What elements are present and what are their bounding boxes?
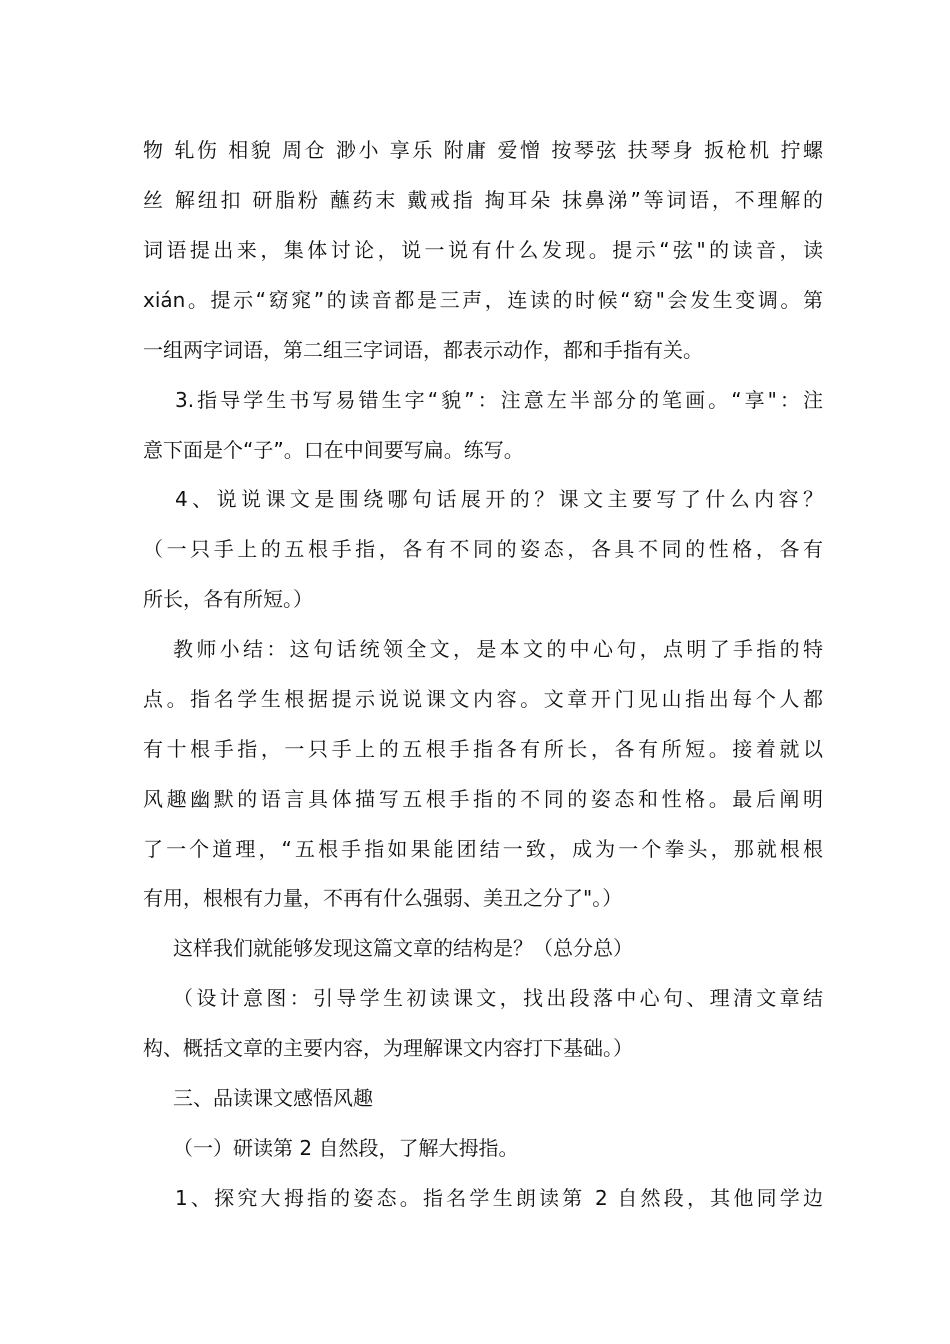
text-line: 一组两字词语，第二组三字词语，都表示动作，都和手指有关。 (143, 338, 703, 362)
text-line: 构、概括文章的主要内容，为理解课文内容打下基础。） (143, 1036, 633, 1060)
text-line: 所长，各有所短。） (143, 587, 313, 611)
text-line: 点。指名学生根据提示说说课文内容。文章开门见山指出每个人都 (143, 687, 823, 711)
text-line: 1、探究大拇指的姿态。指名学生朗读第 2 自然段，其他同学边 (175, 1186, 823, 1210)
text-line: 这样我们就能够发现这篇文章的结构是？（总分总） (173, 936, 633, 960)
text-line: 了一个道理，“五根手指如果能团结一致，成为一个拳头，那就根根 (143, 837, 823, 861)
text-line: 词语提出来，集体讨论，说一说有什么发现。提示“弦"的读音，读 (143, 238, 823, 262)
subsection-heading: （一）研读第 2 自然段，了解大拇指。 (173, 1136, 519, 1160)
text-line: 风趣幽默的语言具体描写五根手指的不同的姿态和性格。最后阐明 (143, 787, 823, 811)
text-line: 意下面是个“子”。口在中间要写扁。练写。 (143, 438, 524, 462)
text-line: （设计意图：引导学生初读课文，找出段落中心句、理清文章结 (173, 986, 823, 1010)
text-line: 3.指导学生书写易错生字“貌”：注意左半部分的笔画。“享"：注 (175, 388, 823, 412)
section-heading: 三、品读课文感悟风趣 (173, 1086, 373, 1110)
text-line: xián。提示“窈窕”的读音都是三声，连读的时候“窈"会发生变调。第 (143, 288, 823, 312)
text-line: 有十根手指，一只手上的五根手指各有所长，各有所短。接着就以 (143, 737, 823, 761)
text-line: 4、说说课文是围绕哪句话展开的？课文主要写了什么内容？ (175, 487, 823, 511)
text-line: 教师小结：这句话统领全文，是本文的中心句，点明了手指的特 (173, 637, 823, 661)
text-line: 丝 解纽扣 研脂粉 蘸药末 戴戒指 掏耳朵 抹鼻涕”等词语，不理解的 (143, 188, 823, 212)
text-line: 有用，根根有力量，不再有什么强弱、美丑之分了"。） (143, 886, 623, 910)
text-line: （一只手上的五根手指，各有不同的姿态，各具不同的性格，各有 (143, 537, 823, 561)
text-line: 物 轧伤 相貌 周仓 渺小 享乐 附庸 爱憎 按琴弦 扶琴身 扳枪机 拧螺 (143, 138, 823, 162)
